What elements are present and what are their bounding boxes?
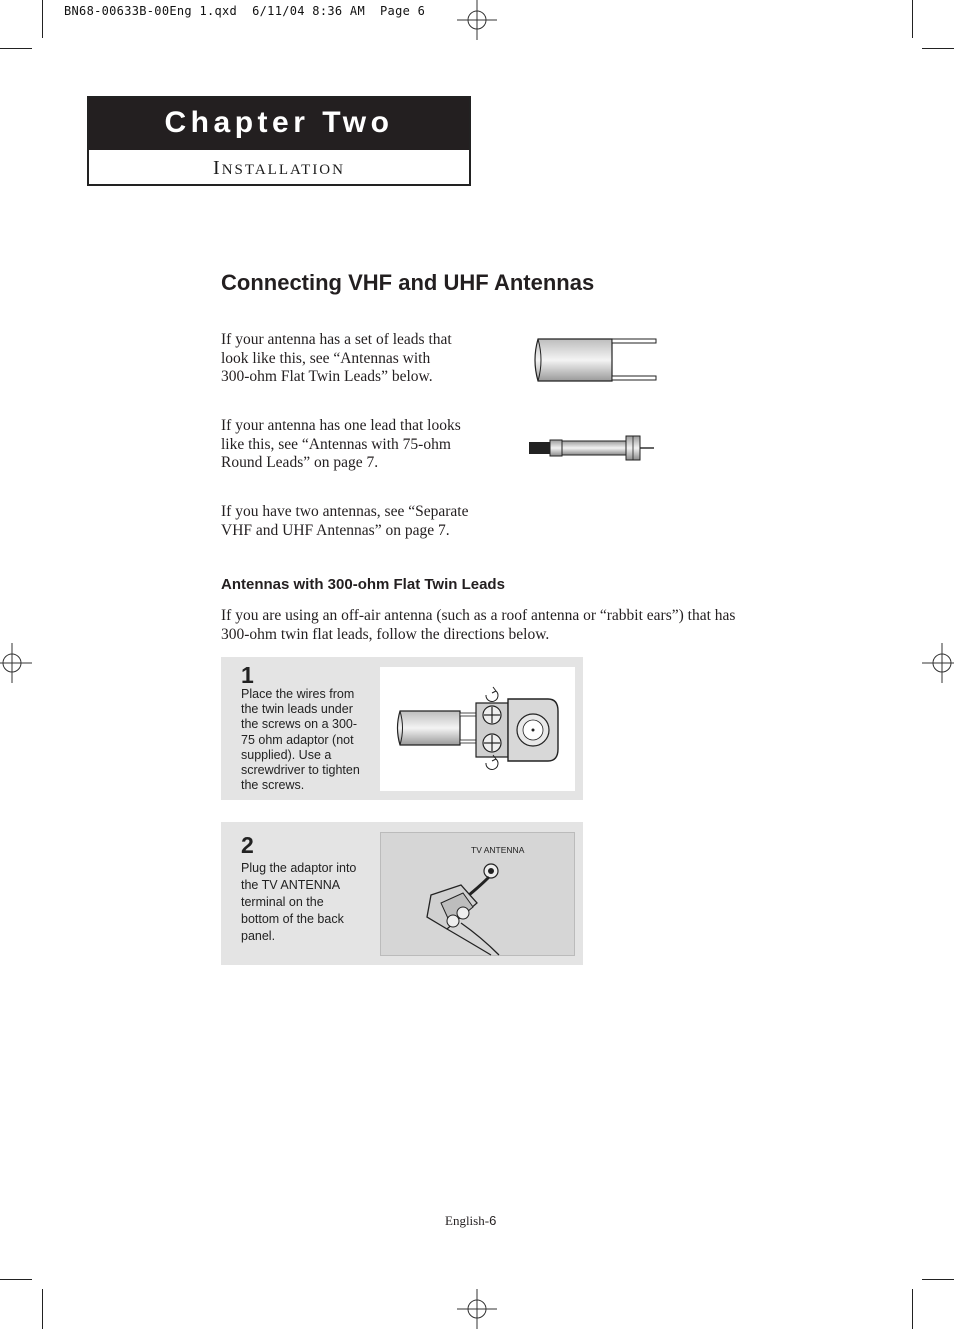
crop-mark (922, 1279, 954, 1280)
crop-mark (912, 0, 913, 38)
step-number: 2 (241, 832, 254, 858)
crop-mark (922, 48, 954, 49)
step-number: 1 (241, 662, 254, 688)
round-lead-illustration (528, 433, 656, 463)
step-1-box (221, 657, 583, 800)
registration-mark-icon (457, 0, 497, 40)
step-1-text: Place the wires from the twin leads under the screws on a 300- 75 ohm adaptor (not supplied). Use a screwdriver to tighten the screws. (241, 687, 360, 793)
crop-mark (0, 1279, 32, 1280)
step-1-adaptor-illustration (380, 667, 575, 791)
chapter-subtitle: INSTALLATION (213, 157, 345, 179)
chapter-title: Chapter Two (89, 98, 469, 150)
crop-mark (912, 1289, 913, 1329)
registration-mark-icon (922, 643, 954, 683)
step-2-panel-illustration (380, 832, 575, 956)
intro-paragraph-flat-leads: If your antenna has a set of leads that look like this, see “Antennas with 300-ohm Flat Twin Leads” below. (221, 331, 452, 386)
crop-mark (42, 1289, 43, 1329)
page-number: 6 (489, 1213, 497, 1228)
registration-mark-icon (0, 643, 32, 683)
step-2-box (221, 822, 583, 965)
print-slug: BN68-00633B-00Eng 1.qxd 6/11/04 8:36 AM Page 6 (64, 4, 426, 18)
chapter-header (87, 96, 471, 186)
crop-mark (42, 0, 43, 38)
subsection-intro: If you are using an off-air antenna (such as a roof antenna or “rabbit ears”) that has 300-ohm twin flat leads, follow the directions below. (221, 607, 736, 643)
step-2-text: Plug the adaptor into the TV ANTENNA terminal on the bottom of the back panel. (241, 861, 357, 943)
crop-mark (0, 48, 32, 49)
flat-twin-lead-illustration (528, 334, 660, 386)
intro-paragraph-round-lead: If your antenna has one lead that looks like this, see “Antennas with 75-ohm Round Leads” on page 7. (221, 417, 461, 472)
intro-paragraph-two-antennas: If you have two antennas, see “Separate VHF and UHF Antennas” on page 7. (221, 503, 469, 539)
page-footer: English-6 (445, 1213, 497, 1228)
section-title: Connecting VHF and UHF Antennas (221, 270, 595, 295)
subsection-title: Antennas with 300-ohm Flat Twin Leads (221, 576, 505, 593)
tv-antenna-label: TV ANTENNA (471, 845, 525, 855)
registration-mark-icon (457, 1289, 497, 1329)
